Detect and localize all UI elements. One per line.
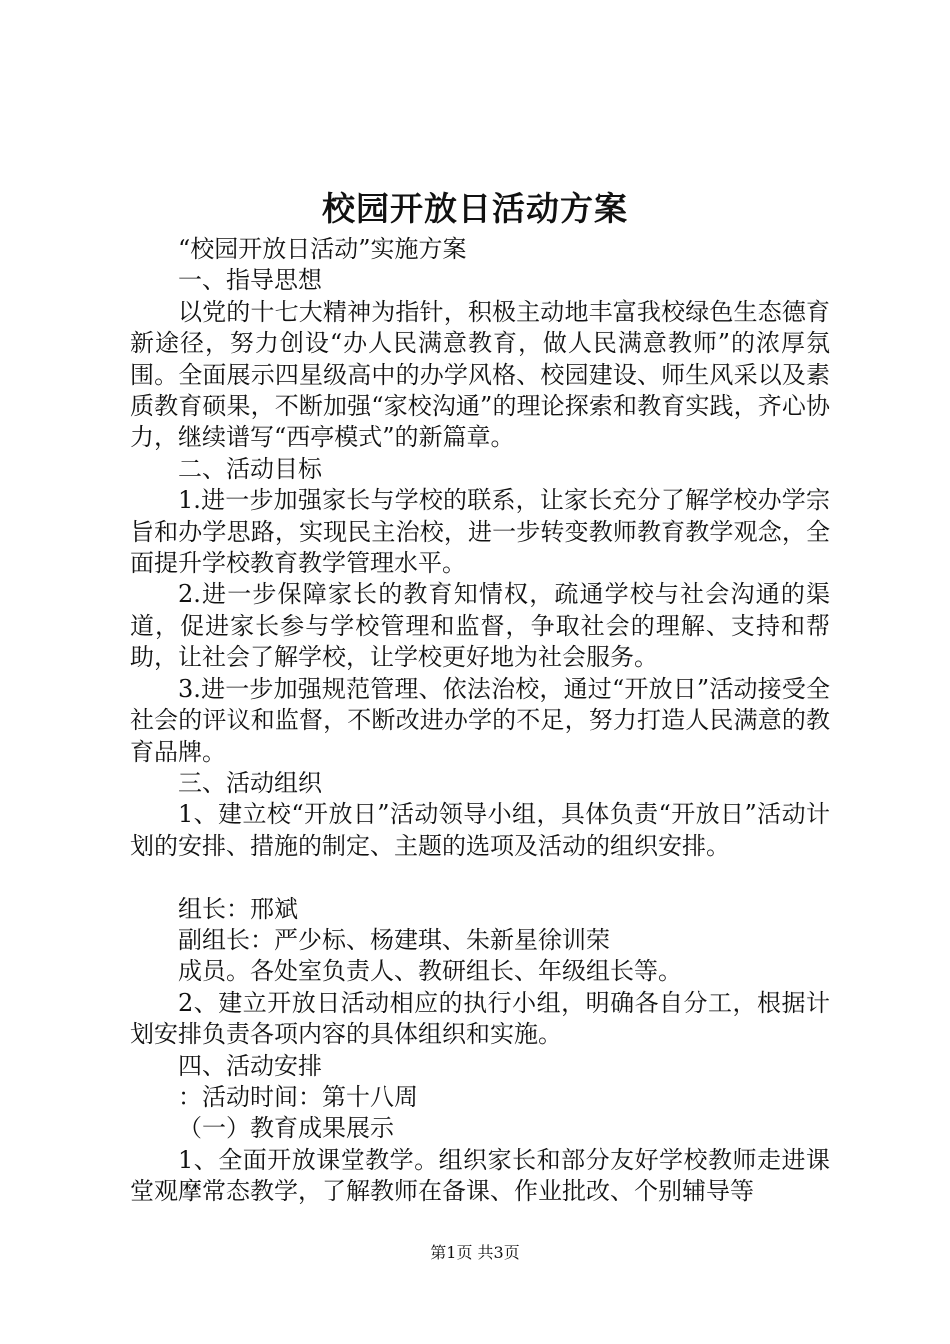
organization-paragraph-1: 1、建立校“开放日”活动领导小组，具体负责“开放日”活动计划的安排、措施的制定、主题的选项及活动的组织安排。: [130, 800, 830, 860]
schedule-time-line: ：活动时间：第十八周: [178, 1082, 418, 1111]
leader-line: 组长：邢斌: [178, 894, 298, 923]
goal-paragraph-3: 3.进一步加强规范管理、依法治校，通过“开放日”活动接受全社会的评议和监督，不断改进办学的不足，努力打造人民满意的教育品牌。: [130, 674, 830, 766]
organization-paragraph-2: 2、建立开放日活动相应的执行小组，明确各自分工，根据计划安排负责各项内容的具体组织和实施。: [130, 988, 830, 1049]
page-number-footer: 第1页 共3页: [430, 1243, 520, 1262]
section-heading-guiding-thought: 一、指导思想: [178, 266, 322, 295]
blank-line: [130, 862, 830, 893]
subsection-heading-achievements: （一）教育成果展示: [178, 1114, 394, 1143]
goal-paragraph-1: 1.进一步加强家长与学校的联系，让家长充分了解学校办学宗旨和办学思路，实现民主治校，进一步转变教师教育教学观念，全面提升学校教育教学管理水平。: [130, 486, 830, 578]
guiding-thought-paragraph: 以党的十七大精神为指针，积极主动地丰富我校绿色生态德育新途径，努力创设“办人民满意教育，做人民满意教师”的浓厚氛围。全面展示四星级高中的办学风格、校园建设、师生风采以及素质教育硕果，不断加强“家校沟通”的理论探索和教育实践，齐心协力，继续谱写“西亭模式”的新篇章。: [130, 297, 830, 452]
subtitle-paragraph: “校园开放日活动”实施方案: [178, 235, 467, 263]
section-heading-goals: 二、活动目标: [178, 454, 322, 483]
section-heading-organization: 三、活动组织: [178, 768, 322, 797]
deputy-leader-line: 副组长：严少标、杨建琪、朱新星徐训荣: [178, 925, 610, 954]
members-line: 成员。各处室负责人、教研组长、年级组长等。: [178, 957, 682, 986]
achievements-paragraph-1: 1、全面开放课堂教学。组织家长和部分友好学校教师走进课堂观摩常态教学，了解教师在备课、作业批改、个别辅导等: [130, 1145, 830, 1206]
goal-paragraph-2: 2.进一步保障家长的教育知情权，疏通学校与社会沟通的渠道，促进家长参与学校管理和监督，争取社会的理解、支持和帮助，让社会了解学校，让学校更好地为社会服务。: [130, 580, 830, 672]
section-heading-schedule: 四、活动安排: [178, 1051, 322, 1080]
document-body: [130, 234, 830, 1208]
document-title: 校园开放日活动方案: [322, 189, 628, 228]
